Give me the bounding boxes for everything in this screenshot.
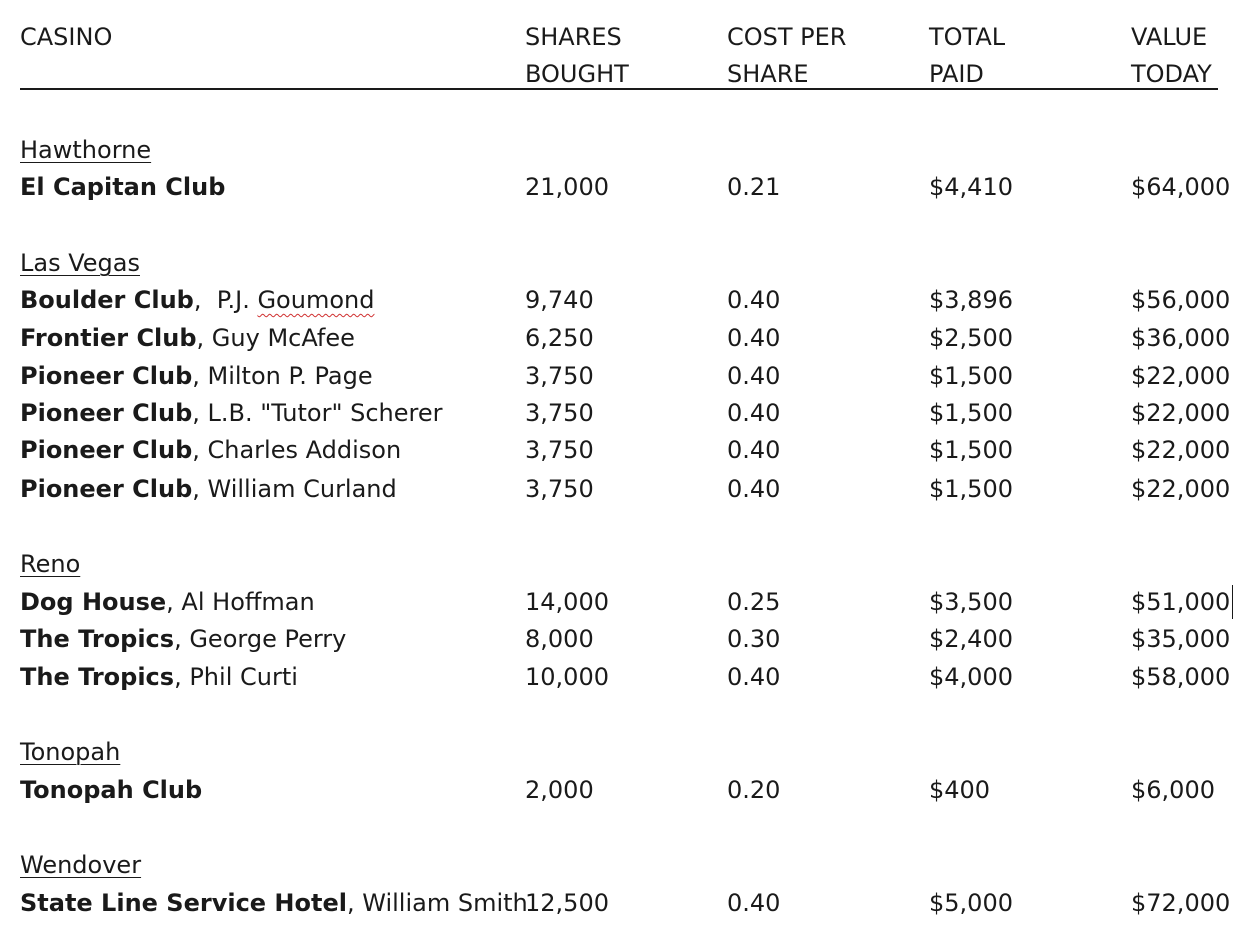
casino-name: Pioneer Club [20, 399, 193, 427]
row-casino-owner [20, 771, 202, 809]
row-casino-owner [20, 394, 443, 432]
value-cell: $22,000 [1131, 475, 1231, 503]
shares-cell: 3,750 [525, 362, 594, 390]
value-cell: $56,000 [1131, 286, 1231, 314]
shares-cell: 3,750 [525, 475, 594, 503]
owner-name: , William Curland [192, 475, 397, 503]
cost-cell: 0.40 [727, 362, 781, 390]
value-cell: $6,000 [1131, 776, 1215, 804]
row-casino-owner [20, 884, 528, 922]
header-paid-line1: TOTAL [929, 23, 1006, 51]
cost-cell: 0.40 [727, 889, 781, 917]
spellcheck-flagged-word: Goumond [257, 286, 375, 314]
header-value-line1: VALUE [1131, 23, 1208, 51]
paid-cell: $4,000 [929, 663, 1013, 691]
paid-cell: $400 [929, 776, 991, 804]
row-casino-owner [20, 168, 225, 206]
group-heading-hawthorne: Hawthorne [20, 136, 152, 164]
paid-cell: $3,896 [929, 286, 1013, 314]
paid-cell: $3,500 [929, 588, 1013, 616]
value-cell: $36,000 [1131, 324, 1231, 352]
row-casino-owner [20, 620, 346, 658]
paid-cell: $2,500 [929, 324, 1013, 352]
group-heading-tonopah: Tonopah [20, 738, 121, 766]
owner-name: , William Smith [346, 889, 528, 917]
owner-name: , Phil Curti [174, 663, 298, 691]
value-cell: $22,000 [1131, 399, 1231, 427]
paid-cell: $1,500 [929, 399, 1013, 427]
cost-cell: 0.30 [727, 625, 781, 653]
casino-name: Dog House [20, 588, 167, 616]
owner-name: , Al Hoffman [166, 588, 315, 616]
header-casino: CASINO [20, 23, 113, 51]
shares-cell: 6,250 [525, 324, 594, 352]
shares-cell: 3,750 [525, 399, 594, 427]
value-cell: $58,000 [1131, 663, 1231, 691]
row-casino-owner [20, 583, 315, 621]
casino-name: El Capitan Club [20, 173, 226, 201]
shares-cell: 21,000 [525, 173, 609, 201]
value-cell: $64,000 [1131, 173, 1231, 201]
row-casino-owner [20, 357, 373, 395]
header-paid-line2: PAID [929, 60, 984, 88]
paid-cell: $5,000 [929, 889, 1013, 917]
owner-prefix: , P.J. [193, 286, 258, 314]
value-cell: $22,000 [1131, 362, 1231, 390]
casino-name: Boulder Club [20, 286, 194, 314]
owner-name: , Guy McAfee [196, 324, 355, 352]
casino-name: Pioneer Club [20, 362, 193, 390]
header-cost-line1: COST PER [727, 23, 847, 51]
value-cell: $22,000 [1131, 436, 1231, 464]
shares-cell: 8,000 [525, 625, 594, 653]
cost-cell: 0.21 [727, 173, 781, 201]
paid-cell: $2,400 [929, 625, 1013, 653]
casino-name: Tonopah Club [20, 776, 203, 804]
cost-cell: 0.40 [727, 475, 781, 503]
owner-name: , George Perry [174, 625, 347, 653]
casino-name: Frontier Club [20, 324, 197, 352]
value-cell: $35,000 [1131, 625, 1231, 653]
paid-cell: $1,500 [929, 362, 1013, 390]
header-shares-line2: BOUGHT [525, 60, 629, 88]
paid-cell: $1,500 [929, 475, 1013, 503]
header-value-line2: TODAY [1131, 60, 1212, 88]
row-casino-owner [20, 319, 355, 357]
row-casino-owner [20, 431, 401, 469]
casino-name: The Tropics [20, 625, 175, 653]
casino-name: State Line Service Hotel [20, 889, 347, 917]
owner-name: , L.B. "Tutor" Scherer [192, 399, 443, 427]
shares-cell: 2,000 [525, 776, 594, 804]
shares-cell: 10,000 [525, 663, 609, 691]
shares-cell: 3,750 [525, 436, 594, 464]
group-heading-reno: Reno [20, 550, 81, 578]
shares-cell: 9,740 [525, 286, 594, 314]
casino-name: Pioneer Club [20, 475, 193, 503]
header-cost-line2: SHARE [727, 60, 809, 88]
cost-cell: 0.40 [727, 399, 781, 427]
casino-name: Pioneer Club [20, 436, 193, 464]
row-casino-owner [20, 281, 374, 319]
shares-cell: 12,500 [525, 889, 609, 917]
cost-cell: 0.40 [727, 286, 781, 314]
group-heading-las-vegas: Las Vegas [20, 249, 140, 277]
paid-cell: $1,500 [929, 436, 1013, 464]
cost-cell: 0.40 [727, 324, 781, 352]
cost-cell: 0.20 [727, 776, 781, 804]
cost-cell: 0.25 [727, 588, 781, 616]
cost-cell: 0.40 [727, 663, 781, 691]
owner-name: , Charles Addison [192, 436, 402, 464]
group-heading-wendover: Wendover [20, 851, 142, 879]
owner-name: , Milton P. Page [192, 362, 373, 390]
header-rule [20, 88, 1218, 90]
value-cell: $51,000 [1131, 588, 1231, 616]
row-casino-owner [20, 470, 397, 508]
cost-cell: 0.40 [727, 436, 781, 464]
value-cell: $72,000 [1131, 889, 1231, 917]
text-cursor [1232, 585, 1233, 619]
paid-cell: $4,410 [929, 173, 1013, 201]
row-casino-owner [20, 658, 298, 696]
shares-cell: 14,000 [525, 588, 609, 616]
casino-name: The Tropics [20, 663, 175, 691]
header-shares-line1: SHARES [525, 23, 622, 51]
